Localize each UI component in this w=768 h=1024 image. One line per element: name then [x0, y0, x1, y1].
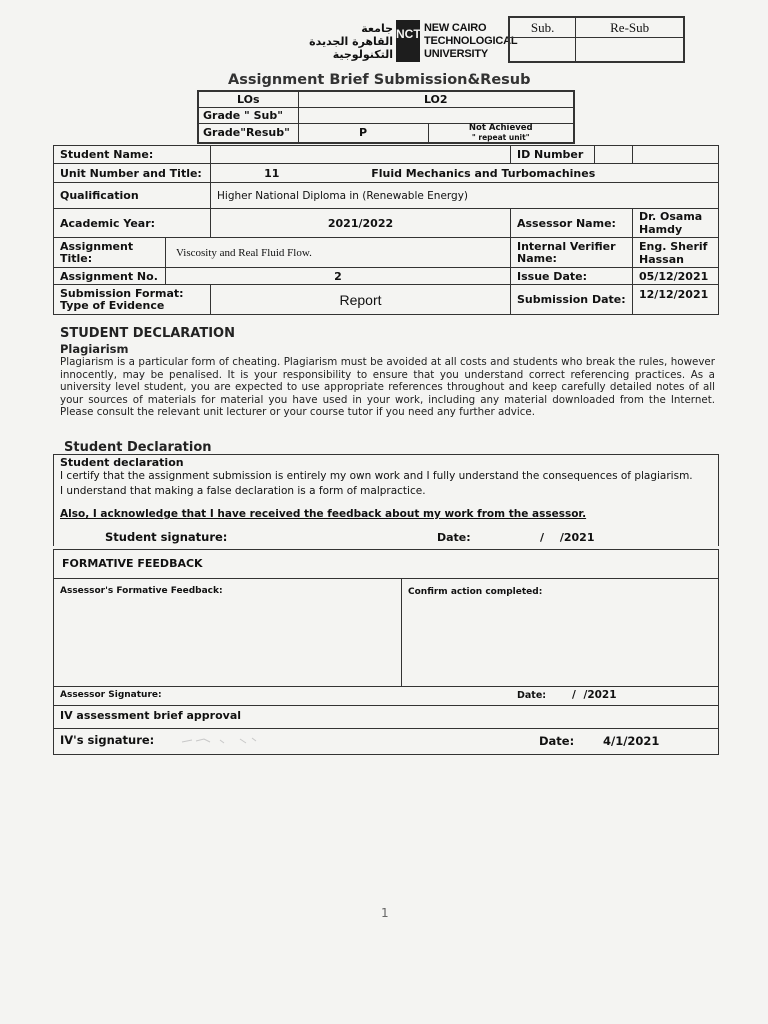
issue-date-value: 05/12/2021 — [633, 268, 719, 285]
declaration-box-heading: Student declaration — [60, 456, 184, 469]
student-signature-label: Student signature: — [105, 530, 228, 544]
student-name-label: Student Name: — [54, 146, 211, 164]
los-value: LO2 — [298, 91, 574, 107]
internal-verifier-label-line: Name: — [517, 251, 557, 265]
divider — [53, 705, 719, 706]
id-number-value[interactable] — [633, 146, 719, 164]
page-number: 1 — [381, 906, 389, 920]
grade-sub-label: Grade " Sub" — [198, 107, 298, 123]
sub-resub-table — [508, 16, 685, 63]
student-declaration-heading: STUDENT DECLARATION — [60, 326, 235, 341]
assessor-name-value: Dr. Osama Hamdy — [633, 209, 719, 238]
internal-verifier-value: Eng. Sherif Hassan — [633, 238, 719, 268]
divider — [53, 578, 719, 579]
not-achieved-cell — [428, 123, 574, 143]
assessor-date-label: Date: — [517, 690, 547, 701]
resub-header: Re-Sub — [576, 17, 684, 38]
iv-approval-label: IV assessment brief approval — [60, 709, 242, 722]
submission-format-value: Report — [211, 285, 511, 315]
lo-grade-table — [197, 90, 575, 144]
submission-date-label: Submission Date: — [511, 285, 633, 315]
logo-arabic-line: القاهرة الجديدة — [309, 35, 393, 48]
assignment-info-table — [53, 145, 719, 315]
university-logo-arabic — [283, 22, 393, 61]
student-name-value[interactable] — [211, 146, 511, 164]
logo-english-line: NEW CAIRO — [424, 22, 487, 34]
divider — [53, 728, 719, 729]
assignment-title-value: Viscosity and Real Fluid Flow. — [166, 238, 511, 268]
formative-feedback-box — [53, 549, 719, 755]
assignment-no-label: Assignment No. — [54, 268, 166, 285]
unit-label: Unit Number and Title: — [54, 164, 211, 183]
submission-date-value: 12/12/2021 — [633, 285, 719, 315]
assignment-title-label — [54, 238, 166, 268]
assessor-feedback-label: Assessor's Formative Feedback: — [60, 586, 223, 596]
plagiarism-heading: Plagiarism — [60, 342, 129, 356]
page-title: Assignment Brief Submission&Resub — [228, 72, 531, 88]
university-logo-english — [424, 22, 517, 61]
assignment-title-label-line: Assignment — [60, 239, 134, 253]
formative-feedback-heading: FORMATIVE FEEDBACK — [62, 557, 203, 570]
grade-resub-value: P — [298, 123, 428, 143]
logo-arabic-line: التكنولوجية — [332, 48, 393, 61]
feedback-acknowledgement: Also, I acknowledge that I have received the feedback about my work from the assessor. — [60, 508, 587, 520]
id-number-label: ID Number — [511, 146, 595, 164]
id-number-spacer — [595, 146, 633, 164]
iv-date-value: 4/1/2021 — [603, 734, 660, 748]
academic-year-label: Academic Year: — [54, 209, 211, 238]
grade-resub-label: Grade"Resub" — [198, 123, 298, 143]
iv-signature-label: IV's signature: — [60, 733, 155, 747]
student-date-value[interactable]: / /2021 — [540, 531, 595, 544]
plagiarism-paragraph: Plagiarism is a particular form of cheating. Plagiarism must be avoided at all costs and students who break the rules, however innocently, may be penalised. It is your responsibility to ensure that you understand correct referencing practices. As a university level student, you are expected to use appropriate references throughout and keep carefully detailed notes of all your sources of materials for material you have used in your work, including any material downloaded from the Internet. Please consult the relevant unit lecturer or your course tutor if you need any further advice. — [60, 356, 715, 419]
issue-date-label: Issue Date: — [511, 268, 633, 285]
internal-verifier-label — [511, 238, 633, 268]
submission-format-label-line: Submission Format: — [60, 286, 184, 300]
sub-header: Sub. — [509, 17, 576, 38]
qualification-value: Higher National Diploma in (Renewable Energy) — [211, 183, 719, 209]
university-logo-mark: NCT — [396, 20, 420, 62]
student-declaration-title: Student Declaration — [64, 440, 212, 455]
assessor-signature-label: Assessor Signature: — [60, 690, 162, 700]
assessor-date-value[interactable]: / /2021 — [572, 689, 617, 701]
assessor-name-label: Assessor Name: — [511, 209, 633, 238]
academic-year-value: 2021/2022 — [211, 209, 511, 238]
los-label: LOs — [198, 91, 298, 107]
declaration-line: I understand that making a false declaration is a form of malpractice. — [60, 485, 426, 497]
grade-sub-value[interactable] — [298, 107, 574, 123]
logo-english-line: UNIVERSITY — [424, 48, 489, 60]
type-of-evidence-label: Type of Evidence — [60, 298, 165, 312]
iv-date-label: Date: — [539, 734, 575, 748]
divider — [401, 578, 402, 686]
unit-number: 11 — [211, 164, 333, 183]
student-date-label: Date: — [437, 531, 471, 544]
iv-signature-mark — [180, 734, 270, 746]
submission-format-label — [54, 285, 211, 315]
internal-verifier-label-line: Internal Verifier — [517, 239, 616, 253]
logo-english-line: TECHNOLOGICAL — [424, 35, 518, 47]
resub-cell[interactable] — [576, 38, 684, 62]
not-achieved-label: Not Achieved — [468, 122, 533, 133]
assignment-title-label-line: Title: — [60, 251, 93, 265]
qualification-label: Qualification — [54, 183, 211, 209]
logo-arabic-line: جامعة — [361, 22, 393, 35]
assignment-no-value: 2 — [166, 268, 511, 285]
declaration-line: I certify that the assignment submission is entirely my own work and I fully understand the consequences of plagiarism. — [60, 470, 693, 482]
sub-cell[interactable] — [509, 38, 576, 62]
unit-title: Fluid Mechanics and Turbomachines — [333, 164, 719, 183]
divider — [53, 686, 719, 687]
confirm-action-label: Confirm action completed: — [408, 587, 543, 597]
repeat-unit-label: " repeat unit" — [471, 132, 530, 142]
